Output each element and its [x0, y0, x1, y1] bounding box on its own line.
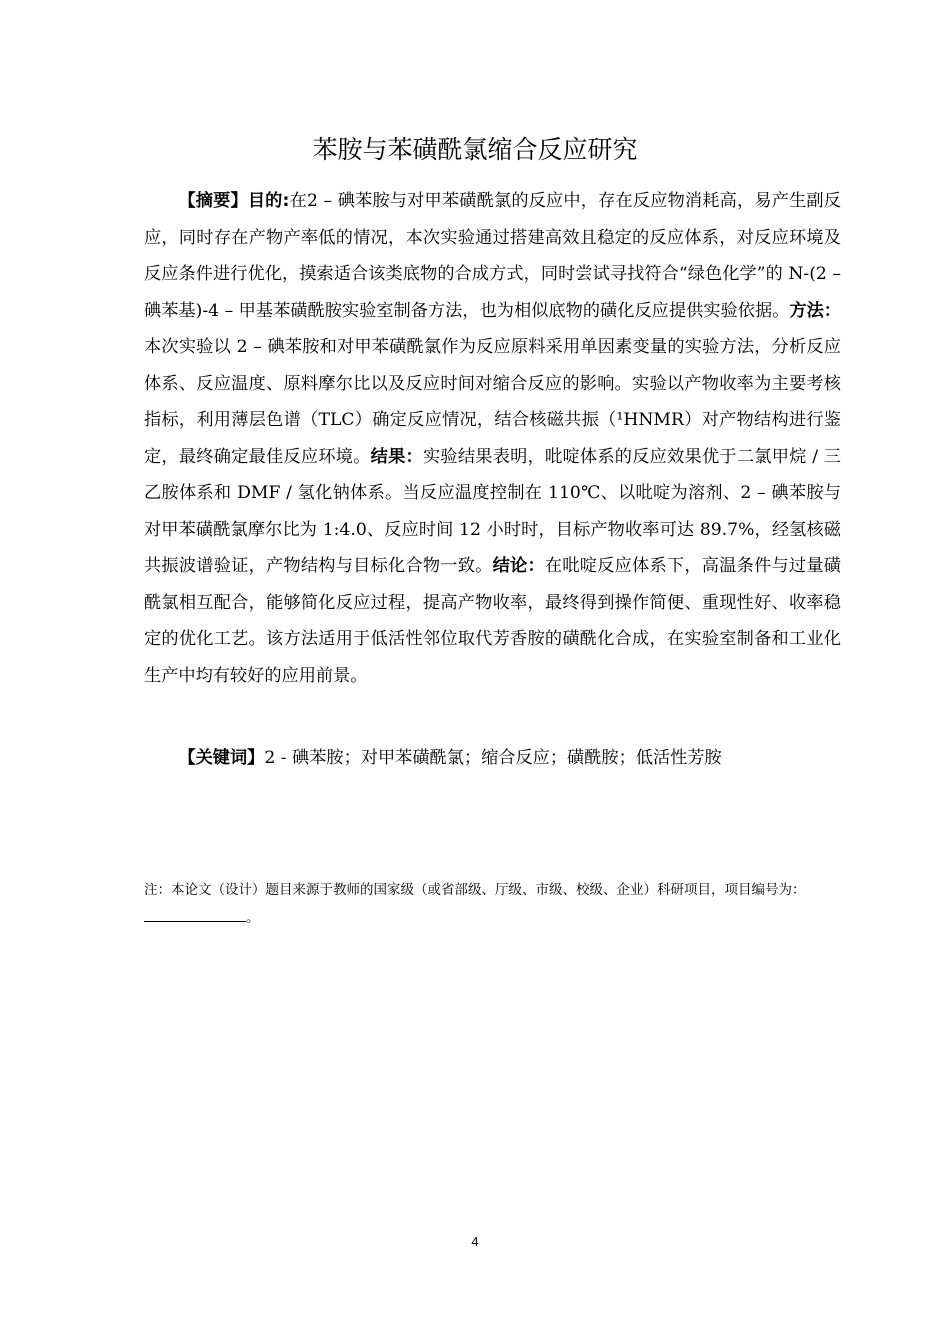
objective-label: 目的: — [247, 191, 290, 211]
project-number-blank — [144, 907, 246, 922]
funding-note — [144, 876, 834, 932]
objective-text: 在2 – 碘苯胺与对甲苯磺酰氯的反应中，存在反应物消耗高，易产生副反应，同时存在产物产率低的情况，本次实验通过搭建高效且稳定的反应体系，对反应环境及反应条件进行优化，摸索适合该类底物的合成方式，同时尝试寻找符合“绿色化学”的 N-(2 – 碘苯基)-4 – 甲基苯磺酰胺实验室制备方法，也为相似底物的磺化反应提供实验依据。 — [144, 191, 841, 321]
abstract-paragraph — [144, 183, 841, 694]
keywords-label: 【关键词】 — [178, 748, 265, 768]
paper-title: 苯胺与苯磺酰氯缩合反应研究 — [312, 135, 638, 164]
conclusion-label: 结论： — [492, 556, 545, 576]
result-label: 结果： — [370, 446, 423, 467]
keywords-text: 2 - 碘苯胺；对甲苯磺酰氯；缩合反应；磺酰胺；低活性芳胺 — [264, 748, 722, 768]
keywords-paragraph — [144, 740, 841, 776]
page-number: 4 — [471, 1234, 479, 1249]
note-text: 注：本论文（设计）题目来源于教师的国家级（或省部级、厅级、市级、校级、企业）科研项目，项目编号为： — [144, 882, 806, 898]
note-end: 。 — [246, 910, 260, 926]
method-text: 本次实验以 2 – 碘苯胺和对甲苯磺酰氯作为反应原料采用单因素变量的实验方法，分析反应体系、反应温度、原料摩尔比以及反应时间对缩合反应的影响。实验以产物收率为主要考核指标，利用薄层色谱（TLC）确定反应情况，结合核磁共振（¹HNMR）对产物结构进行鉴定，最终确定最佳反应环境。 — [144, 337, 841, 467]
result-text: 实验结果表明，吡啶体系的反应效果优于二氯甲烷 / 三乙胺体系和 DMF / 氢化钠体系。当反应温度控制在 110℃、以吡啶为溶剂、2 – 碘苯胺与对甲苯磺酰氯摩尔比为 1:4.0、反应时间 12 小时时，目标产物收率可达 89.7%，经氢核磁共振波谱验证，产物结构与目标化合物一致。 — [144, 446, 841, 576]
conclusion-text: 在吡啶反应体系下，高温条件与过量磺酰氯相互配合，能够简化反应过程，提高产物收率，最终得到操作简便、重现性好、收率稳定的优化工艺。该方法适用于低活性邻位取代芳香胺的磺酰化合成，在实验室制备和工业化生产中均有较好的应用前景。 — [144, 556, 841, 686]
abstract-label: 【摘要】 — [178, 191, 248, 211]
method-label: 方法： — [789, 300, 841, 321]
